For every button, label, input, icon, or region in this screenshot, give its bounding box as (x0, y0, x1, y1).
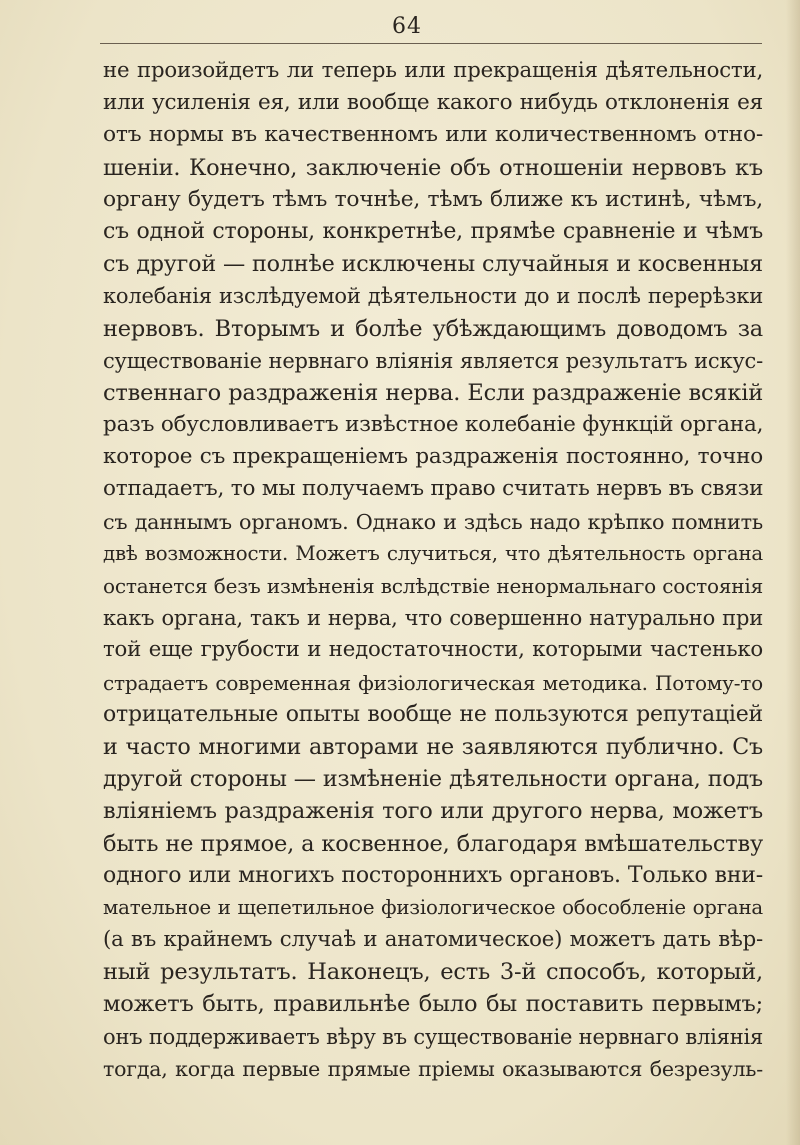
text-line: какъ органа, такъ и нерва, что совершенно натурально при (103, 606, 763, 631)
text-line: разъ обусловливаетъ извѣстное колебаніе функцій органа, (103, 412, 764, 438)
text-line: страдаетъ современная физіологическая методика. Потому-то (103, 670, 763, 695)
text-line: съ одной стороны, конкретнѣе, прямѣе сравненіе и чѣмъ (103, 218, 763, 244)
body-text (103, 55, 763, 1085)
page-number (0, 14, 800, 39)
text-line: мательное и щепетильное физіологическое обособленіе органа (103, 895, 763, 919)
text-line: отрицательные опыты вообще не пользуются репутаціей (103, 701, 763, 727)
text-line: той еще грубости и недостаточности, которыми частенько (103, 637, 763, 663)
text-line: существованіе нервнаго вліянія является результатъ искус- (103, 348, 763, 373)
text-line: одного или многихъ постороннихъ органовъ. Только вни- (103, 862, 763, 888)
text-line: можетъ быть, правильнѣе было бы поставить первымъ; (103, 991, 763, 1018)
text-line: шеніи. Конечно, заключеніе объ отношеніи нервовъ къ (103, 154, 763, 181)
text-line: не произойдетъ ли теперь или прекращенія дѣятельности, (103, 58, 763, 83)
text-line: отъ нормы въ качественномъ или количественномъ отно- (103, 122, 763, 148)
text-line: вліяніемъ раздраженія того или другого нерва, можетъ (103, 798, 763, 825)
text-line: ный результатъ. Наконецъ, есть 3-й способъ, который, (103, 959, 763, 986)
text-line: съ другой — полнѣе исключены случайныя и косвенныя (103, 251, 763, 278)
page-edge-shadow (786, 0, 800, 1145)
text-line: другой стороны — измѣненіе дѣятельности органа, подъ (103, 766, 763, 793)
header-rule (100, 43, 762, 44)
text-line: ственнаго раздраженія нерва. Если раздраженіе всякій (103, 379, 763, 406)
text-line: останется безъ измѣненія вслѣдствіе ненормальнаго состоянія (103, 574, 763, 598)
text-line: тогда, когда первые прямые пріемы оказываются безрезуль- (103, 1056, 763, 1081)
text-line: двѣ возможности. Можетъ случиться, что дѣятельность органа (103, 541, 763, 565)
text-line: или усиленія ея, или вообще какого нибудь отклоненія ея (103, 90, 763, 116)
text-line: онъ поддерживаетъ вѣру въ существованіе нервнаго вліянія (103, 1024, 764, 1049)
text-line: и часто многими авторами не заявляются публично. Съ (103, 733, 763, 760)
text-line: колебанія изслѣдуемой дѣятельности до и послѣ перерѣзки (103, 284, 763, 309)
text-line: которое съ прекращеніемъ раздраженія постоянно, точно (103, 444, 763, 470)
text-line: съ даннымъ органомъ. Однако и здѣсь надо крѣпко помнить (103, 509, 763, 534)
text-line: органу будетъ тѣмъ точнѣе, тѣмъ ближе къ истинѣ, чѣмъ, (103, 186, 763, 212)
text-line: отпадаетъ, то мы получаемъ право считать нервъ въ связи (103, 476, 764, 502)
page-number-text: 64 (392, 14, 422, 39)
text-line: (а въ крайнемъ случаѣ и анатомическое) можетъ дать вѣр- (103, 927, 763, 953)
text-line: нервовъ. Вторымъ и болѣе убѣждающимъ доводомъ за (103, 315, 763, 342)
text-line: быть не прямое, а косвенное, благодаря вмѣшательству (103, 830, 763, 857)
